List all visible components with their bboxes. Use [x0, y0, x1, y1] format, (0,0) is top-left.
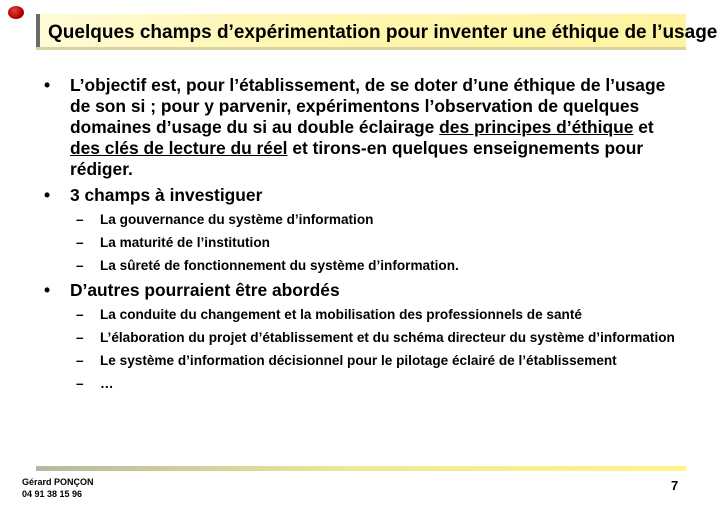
- bullet-autres: [40, 280, 680, 301]
- bullet-icon: •: [44, 185, 51, 205]
- underlined-cles: des clés de lecture du réel: [70, 138, 288, 158]
- sub-item-text: La conduite du changement et la mobilisation des professionnels de santé: [100, 307, 582, 322]
- dash-icon: –: [76, 376, 84, 391]
- author-block: [22, 476, 94, 500]
- bullet-icon: •: [44, 75, 51, 95]
- logo-dot-icon: [8, 6, 24, 19]
- footer-line: [36, 466, 686, 471]
- bullet-icon: •: [44, 280, 51, 300]
- bullet-objective-text-b: et: [633, 117, 654, 137]
- dash-icon: –: [76, 307, 84, 322]
- bullet-objective-text-c: et tirons-en quelques enseignements pour rédiger.: [70, 138, 644, 179]
- dash-icon: –: [76, 235, 84, 250]
- page-number: 7: [671, 478, 679, 493]
- slide-content: [40, 75, 680, 398]
- bullet-champs-text: 3 champs à investiguer: [70, 185, 263, 205]
- sub-item-conduite: [40, 306, 680, 323]
- dash-icon: –: [76, 212, 84, 227]
- sub-item-text: La sûreté de fonctionnement du système d’information.: [100, 258, 459, 273]
- sub-item-text: La maturité de l’institution: [100, 235, 270, 250]
- sub-item-surete: [40, 257, 680, 274]
- bullet-champs: [40, 185, 680, 206]
- sub-item-decisionnel: [40, 352, 680, 369]
- sub-item-text: L’élaboration du projet d’établissement et du schéma directeur du système d’information: [100, 330, 675, 345]
- bullet-autres-text: D’autres pourraient être abordés: [70, 280, 340, 300]
- title-bar-shadow: [36, 47, 686, 50]
- sub-item-text: Le système d’information décisionnel pour le pilotage éclairé de l’établissement: [100, 353, 617, 368]
- dash-icon: –: [76, 353, 84, 368]
- author-name: Gérard PONÇON: [22, 477, 94, 487]
- slide-title: Quelques champs d’expérimentation pour inventer une éthique de l’usage: [48, 22, 718, 43]
- sub-item-gouvernance: [40, 211, 680, 228]
- dash-icon: –: [76, 330, 84, 345]
- author-phone: 04 91 38 15 96: [22, 489, 83, 499]
- bullet-objective-text-a: L’objectif est, pour l’établissement, de se doter d’une éthique de l’usage de son si ; pour y parvenir, expérimentons l’observation de quelques domaines d’usage du si au double éclairage: [70, 75, 666, 137]
- bullet-objective: [40, 75, 680, 180]
- underlined-principes: des principes d’éthique: [439, 117, 634, 137]
- sub-item-ellipsis: [40, 375, 680, 392]
- dash-icon: –: [76, 258, 84, 273]
- sub-item-text: …: [100, 376, 114, 391]
- sub-item-elaboration: [40, 329, 680, 346]
- sub-item-text: La gouvernance du système d’information: [100, 212, 374, 227]
- sub-item-maturite: [40, 234, 680, 251]
